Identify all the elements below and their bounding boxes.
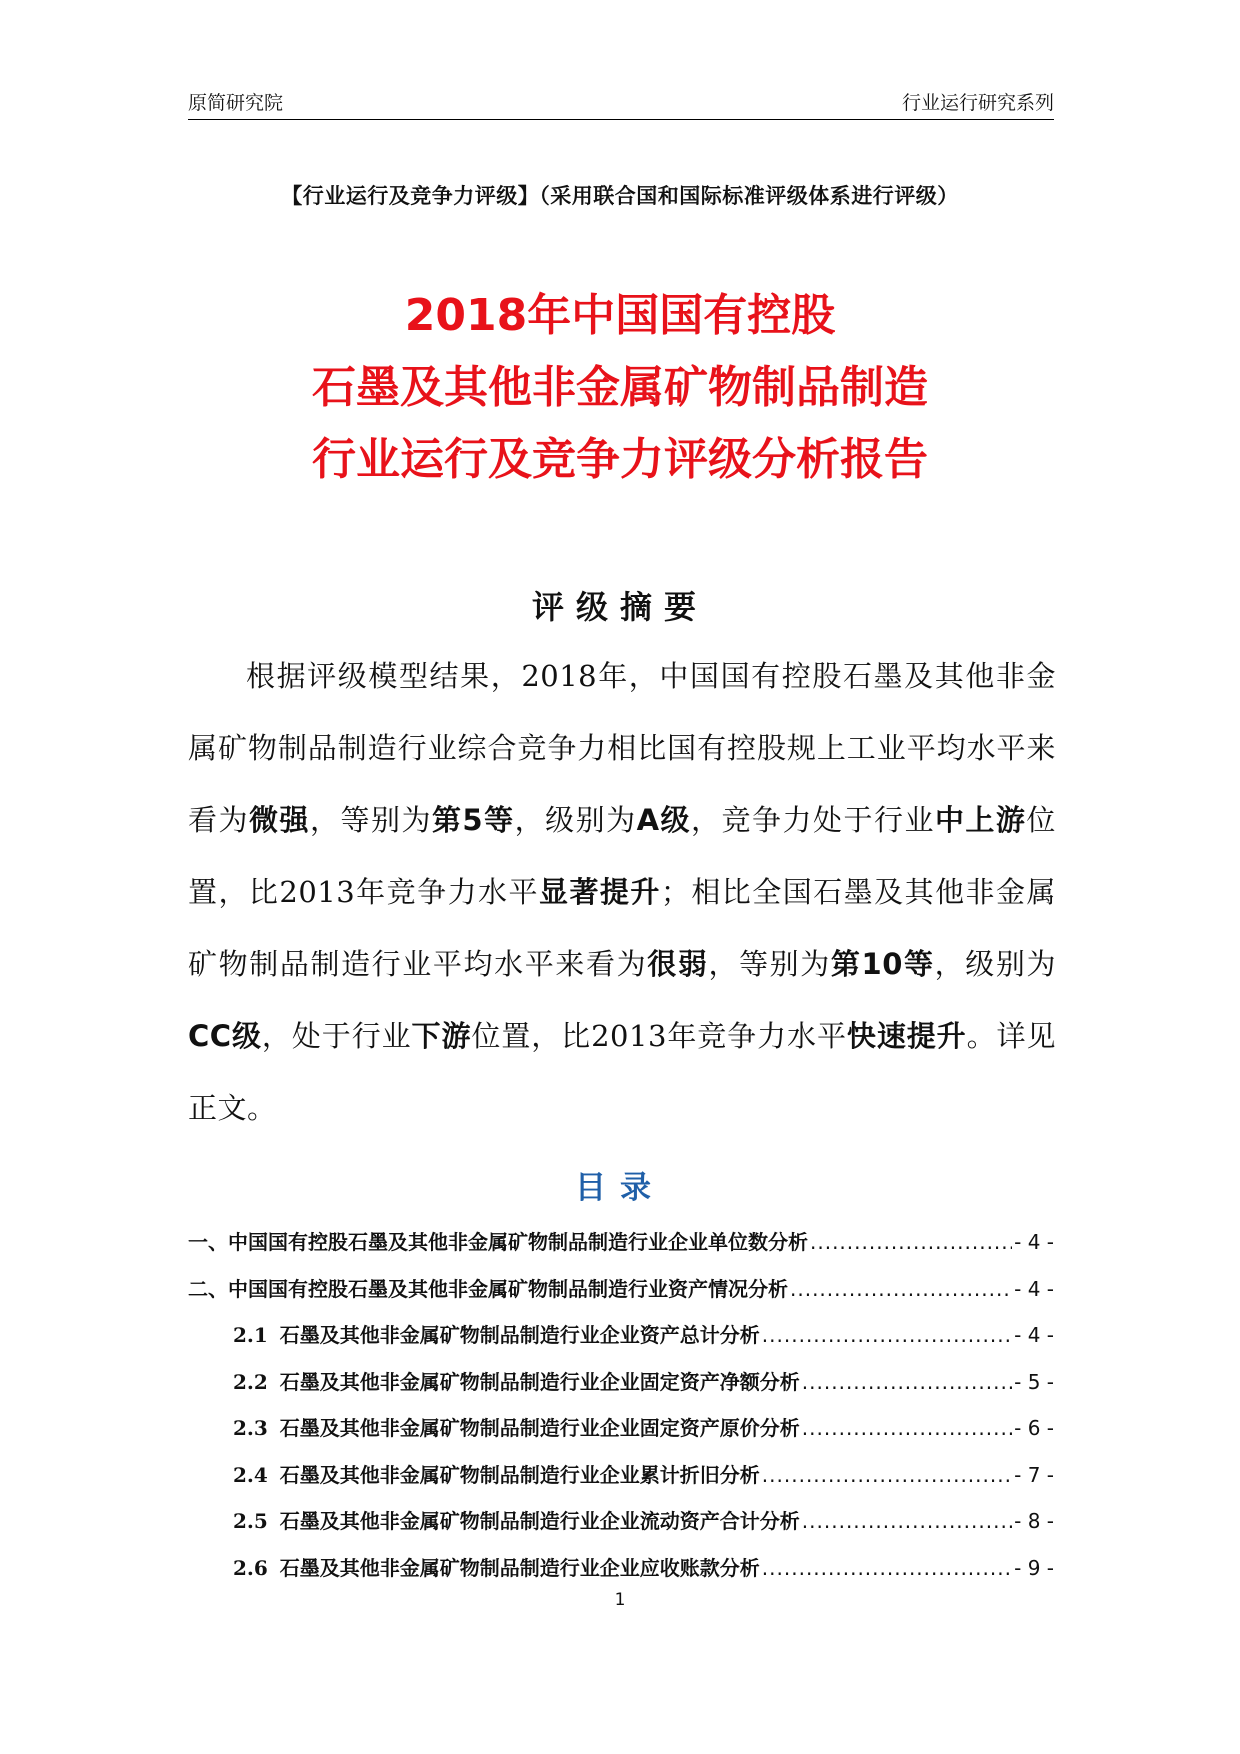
toc-item-number: 2.5 (233, 1509, 268, 1533)
summary-text: 位置，比2013年竞争力水平 (471, 1019, 847, 1053)
toc-item-label: 二、中国国有控股石墨及其他非金属矿物制品制造行业资产情况分析 (188, 1276, 788, 1301)
page-header (188, 86, 1054, 120)
summary-text: 。详见正文。 (188, 1019, 1056, 1125)
toc-subitem[interactable] (188, 1459, 1054, 1506)
toc-item-number: 2.1 (233, 1323, 268, 1347)
summary-text: ，等别为 (309, 803, 432, 837)
toc-leader-dots (790, 1277, 1012, 1301)
toc-item-number: 2.3 (233, 1416, 268, 1440)
toc-item-page: - 6 - (1014, 1416, 1054, 1440)
toc-item[interactable] (188, 1273, 1054, 1320)
title-line-2: 石墨及其他非金属矿物制品制造 (312, 362, 928, 413)
toc-item-label: 石墨及其他非金属矿物制品制造行业企业流动资产合计分析 (279, 1509, 800, 1533)
summary-text: ，竞争力处于行业 (691, 803, 935, 837)
toc-item[interactable] (188, 1226, 1054, 1273)
page-number: 1 (614, 1590, 626, 1610)
summary-highlight: 第5等 (431, 803, 515, 837)
title-line-3: 行业运行及竞争力评级分析报告 (312, 434, 928, 485)
summary-highlight: A级 (636, 803, 691, 837)
summary-heading: 评级摘要 (531, 588, 708, 626)
toc-item-page: - 4 - (1014, 1230, 1054, 1254)
toc-item-page: - 4 - (1014, 1323, 1054, 1347)
summary-highlight: 快速提升 (846, 1019, 967, 1053)
toc-item-number: 2.2 (233, 1369, 268, 1394)
summary-text: ，级别为 (934, 947, 1056, 981)
summary-highlight: 微强 (248, 803, 310, 837)
toc-leader-dots (762, 1556, 1012, 1580)
report-title (0, 280, 1240, 496)
summary-text: ，处于行业 (261, 1019, 412, 1053)
toc-item-page: - 5 - (1014, 1369, 1054, 1394)
toc-leader-dots (802, 1509, 1012, 1533)
title-line-1: 2018年中国国有控股 (404, 290, 836, 341)
toc-subitem[interactable] (188, 1319, 1054, 1366)
toc-item-page: - 9 - (1014, 1555, 1054, 1580)
toc-item-label: 一、中国国有控股石墨及其他非金属矿物制品制造行业企业单位数分析 (188, 1230, 808, 1254)
header-organization: 原简研究院 (188, 92, 284, 114)
summary-highlight: 下游 (411, 1019, 472, 1053)
toc-leader-dots (762, 1323, 1012, 1347)
summary-paragraph (188, 640, 1056, 1144)
toc-item-label: 石墨及其他非金属矿物制品制造行业企业应收账款分析 (279, 1555, 760, 1580)
toc-item-label: 石墨及其他非金属矿物制品制造行业企业累计折旧分析 (279, 1462, 760, 1487)
summary-text: 位置，比2013年竞争力水平 (188, 803, 1056, 909)
toc-leader-dots (802, 1370, 1012, 1394)
report-category: 【行业运行及竞争力评级】（采用联合国和国际标准评级体系进行评级） (281, 184, 959, 208)
summary-text: 根据评级模型结果，2018年，中国国有控股石墨及其他非金属矿物制品制造行业综合竞争力相比国有控股规上工业平均水平来看为 (188, 659, 1056, 837)
toc-leader-dots (810, 1230, 1012, 1254)
toc-item-label: 石墨及其他非金属矿物制品制造行业企业固定资产原价分析 (279, 1416, 800, 1440)
toc-item-number: 2.4 (233, 1462, 268, 1487)
summary-highlight: 显著提升 (538, 875, 661, 909)
toc-item-label: 石墨及其他非金属矿物制品制造行业企业资产总计分析 (279, 1323, 760, 1347)
summary-highlight: 中上游 (934, 803, 1027, 837)
toc-item-page: - 4 - (1014, 1276, 1054, 1301)
toc-subitem[interactable] (188, 1412, 1054, 1459)
toc-item-page: - 7 - (1014, 1462, 1054, 1487)
toc-subitem[interactable] (188, 1366, 1054, 1413)
table-of-contents (188, 1226, 1054, 1598)
toc-leader-dots (802, 1416, 1012, 1440)
summary-text: ；相比全国石墨及其他非金属矿物制品制造行业平均水平来看为 (188, 875, 1056, 981)
toc-item-number: 2.6 (233, 1555, 268, 1580)
header-series: 行业运行研究系列 (901, 92, 1054, 114)
summary-text: ，等别为 (708, 947, 831, 981)
toc-heading: 目录 (575, 1170, 665, 1206)
toc-item-label: 石墨及其他非金属矿物制品制造行业企业固定资产净额分析 (279, 1369, 800, 1394)
toc-subitem[interactable] (188, 1505, 1054, 1552)
summary-highlight: CC级 (188, 1019, 262, 1053)
summary-text: ，级别为 (514, 803, 637, 837)
summary-highlight: 第10等 (830, 947, 935, 981)
toc-leader-dots (762, 1463, 1012, 1487)
toc-item-page: - 8 - (1014, 1509, 1054, 1533)
summary-highlight: 很弱 (647, 947, 709, 981)
